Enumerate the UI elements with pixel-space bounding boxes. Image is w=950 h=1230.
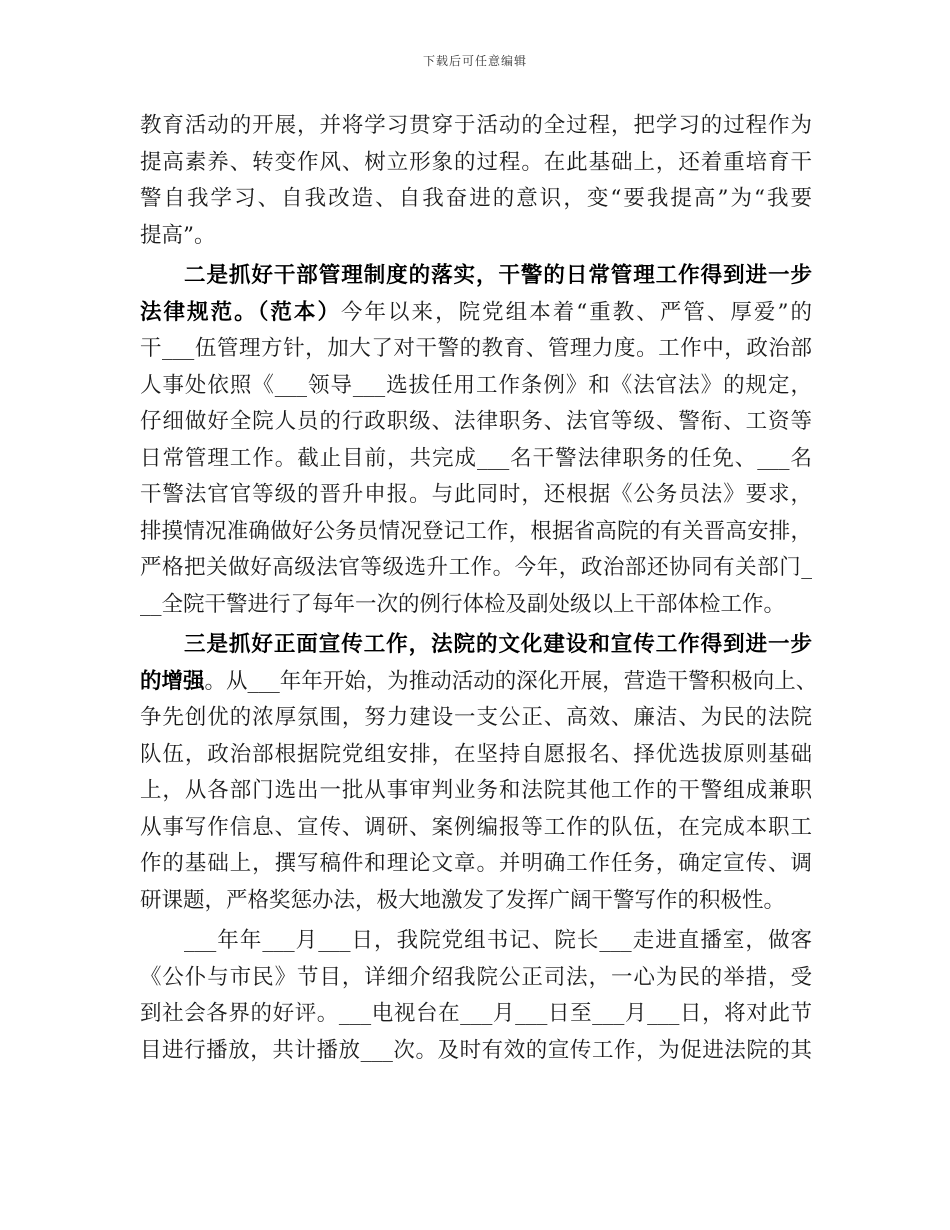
text-run: 教育活动的开展，并将学习贯穿于活动的全过程，把学习的过程作为	[140, 113, 812, 138]
text-line	[140, 883, 812, 920]
text-line	[140, 587, 812, 624]
text-run: 上，从各部门选出一批从事审判业务和法院其他工作的干警组成兼职	[140, 778, 812, 803]
paragraph	[140, 258, 812, 623]
bold-heading-run: 三是抓好正面宣传工作，法院的文化建设和宣传工作得到进一步	[184, 632, 812, 657]
text-line	[140, 108, 812, 145]
text-line	[140, 1033, 812, 1070]
bold-heading-run: 法律规范。（范本）	[140, 299, 341, 325]
text-run: 干___伍管理方针，加大了对干警的教育、管理力度。工作中，政治部	[140, 336, 812, 361]
text-run: 队伍，政治部根据院党组安排，在坚持自愿报名、择优选拔原则基础	[140, 741, 812, 767]
text-run: 排摸情况准确做好公务员情况登记工作，根据省高院的有关晋高安排，	[140, 518, 812, 544]
bold-heading-run: 的增强	[140, 668, 205, 694]
text-line	[140, 550, 812, 587]
document-body	[140, 108, 818, 1069]
text-run: 提高”。	[140, 222, 216, 248]
text-run: 从事写作信息、宣传、调研、案例编报等工作的队伍，在完成本职工	[140, 814, 812, 840]
text-line	[140, 441, 812, 478]
text-line	[140, 404, 812, 441]
text-line	[140, 145, 812, 182]
page-header: 下载后可任意编辑	[422, 54, 527, 68]
text-line	[140, 258, 812, 295]
text-run: 《公仆与市民》节目，详细介绍我院公正司法，一心为民的举措，受	[140, 964, 812, 990]
text-run: 作的基础上，撰写稿件和理论文章。并明确工作任务，确定宣传、调	[140, 851, 812, 876]
paragraph	[140, 627, 818, 919]
text-line	[140, 664, 818, 701]
text-run: 今年以来，院党组本着“重教、严管、厚爱”的	[340, 299, 812, 325]
text-run: 提高素养、转变作风、树立形象的过程。在此基础上，还着重培育干	[140, 149, 812, 175]
text-line	[140, 331, 812, 368]
text-line	[140, 477, 812, 514]
text-line	[140, 846, 812, 883]
text-run: 争先创优的浓厚氛围，努力建设一支公正、高效、廉洁、为民的法院	[140, 705, 812, 730]
text-line	[140, 810, 812, 847]
text-line	[140, 218, 812, 255]
paragraph	[140, 108, 812, 254]
text-run: 研课题，严格奖惩办法，极大地激发了发挥广阔干警写作的积极性。	[140, 887, 786, 913]
text-line	[140, 923, 812, 960]
text-line	[140, 514, 812, 551]
text-run: 干警法官官等级的晋升申报。与此同时，还根据《公务员法》要求，	[140, 482, 812, 507]
text-run: ___年年___月___日，我院党组书记、院长___走进直播室，做客	[184, 928, 812, 953]
text-run: 到社会各界的好评。___电视台在___月___日至___月___日，将对此节	[140, 1001, 812, 1026]
text-line	[140, 181, 812, 218]
text-run: 日常管理工作。截止目前，共完成___名干警法律职务的任免、___名	[140, 445, 812, 471]
text-line	[140, 368, 812, 405]
text-line	[140, 773, 812, 810]
text-line	[140, 627, 812, 664]
text-run: 仔细做好全院人员的行政职级、法律职务、法官等级、警衔、工资等	[140, 409, 812, 434]
text-line	[140, 960, 812, 997]
text-run: 人事处依照《___领导___选拔任用工作条例》和《法官法》的规定，	[140, 372, 812, 398]
text-line	[140, 737, 812, 774]
text-run: 目进行播放，共计播放___次。及时有效的宣传工作，为促进法院的其	[140, 1037, 812, 1063]
text-line	[140, 295, 812, 332]
text-run: 警自我学习、自我改造、自我奋进的意识，变“要我提高”为“我要	[140, 186, 812, 211]
text-run: 严格把关做好高级法官等级选升工作。今年，政治部还协同有关部门_	[140, 555, 812, 580]
bold-heading-run: 二是抓好干部管理制度的落实，干警的日常管理工作得到进一步	[184, 263, 812, 288]
text-run: 。从___年年开始，为推动活动的深化开展，营造干警积极向上、	[204, 668, 818, 694]
text-run: __全院干警进行了每年一次的例行体检及副处级以上干部体检工作。	[140, 591, 786, 617]
paragraph	[140, 923, 812, 1069]
text-line	[140, 996, 812, 1033]
text-line	[140, 700, 812, 737]
